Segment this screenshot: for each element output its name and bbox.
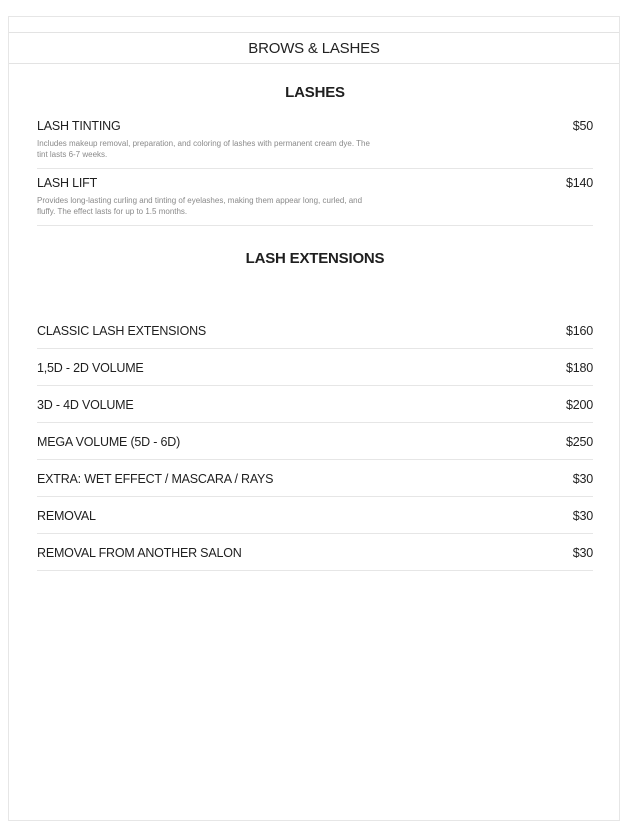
service-name: REMOVAL [37, 508, 96, 523]
section-title-lash-extensions: LASH EXTENSIONS [245, 250, 385, 267]
service-name: 1,5D - 2D VOLUME [37, 360, 144, 375]
price-row-2d-volume [37, 349, 593, 386]
price-list-panel [8, 16, 620, 821]
service-price: $140 [565, 176, 593, 190]
service-description: Includes makeup removal, preparation, and coloring of lashes with permanent cream dye. The tint lasts 6-7 weeks. [37, 139, 370, 159]
price-row-classic-lash-extensions [37, 312, 593, 349]
service-price: $30 [572, 545, 593, 560]
service-price: $30 [572, 471, 593, 486]
price-list-content [37, 81, 593, 571]
page-title: BROWS & LASHES [9, 32, 619, 64]
price-row-removal-from-another-salon [37, 534, 593, 571]
service-name: CLASSIC LASH EXTENSIONS [37, 323, 207, 338]
price-row-4d-volume [37, 386, 593, 423]
service-item-lash-tinting [37, 112, 593, 169]
service-price: $50 [572, 119, 593, 133]
service-name: EXTRA: WET EFFECT / MASCARA / RAYS [37, 471, 274, 486]
service-price: $160 [565, 323, 593, 338]
service-price: $180 [565, 360, 593, 375]
price-row-removal [37, 497, 593, 534]
price-row-extra-effects [37, 460, 593, 497]
service-name: REMOVAL FROM ANOTHER SALON [37, 545, 242, 560]
service-name: MEGA VOLUME (5D - 6D) [37, 434, 181, 449]
section-title-lashes: LASHES [285, 84, 345, 101]
service-price: $250 [565, 434, 593, 449]
service-description: Provides long-lasting curling and tinting of eyelashes, making them appear long, curled, and fluffy. The effect lasts for up to 1.5 months. [37, 196, 363, 216]
service-name: LASH LIFT [37, 176, 98, 190]
service-name: LASH TINTING [37, 119, 121, 133]
service-price: $30 [572, 508, 593, 523]
service-item-lash-lift [37, 169, 593, 226]
service-name: 3D - 4D VOLUME [37, 397, 134, 412]
price-row-mega-volume [37, 423, 593, 460]
service-price: $200 [565, 397, 593, 412]
